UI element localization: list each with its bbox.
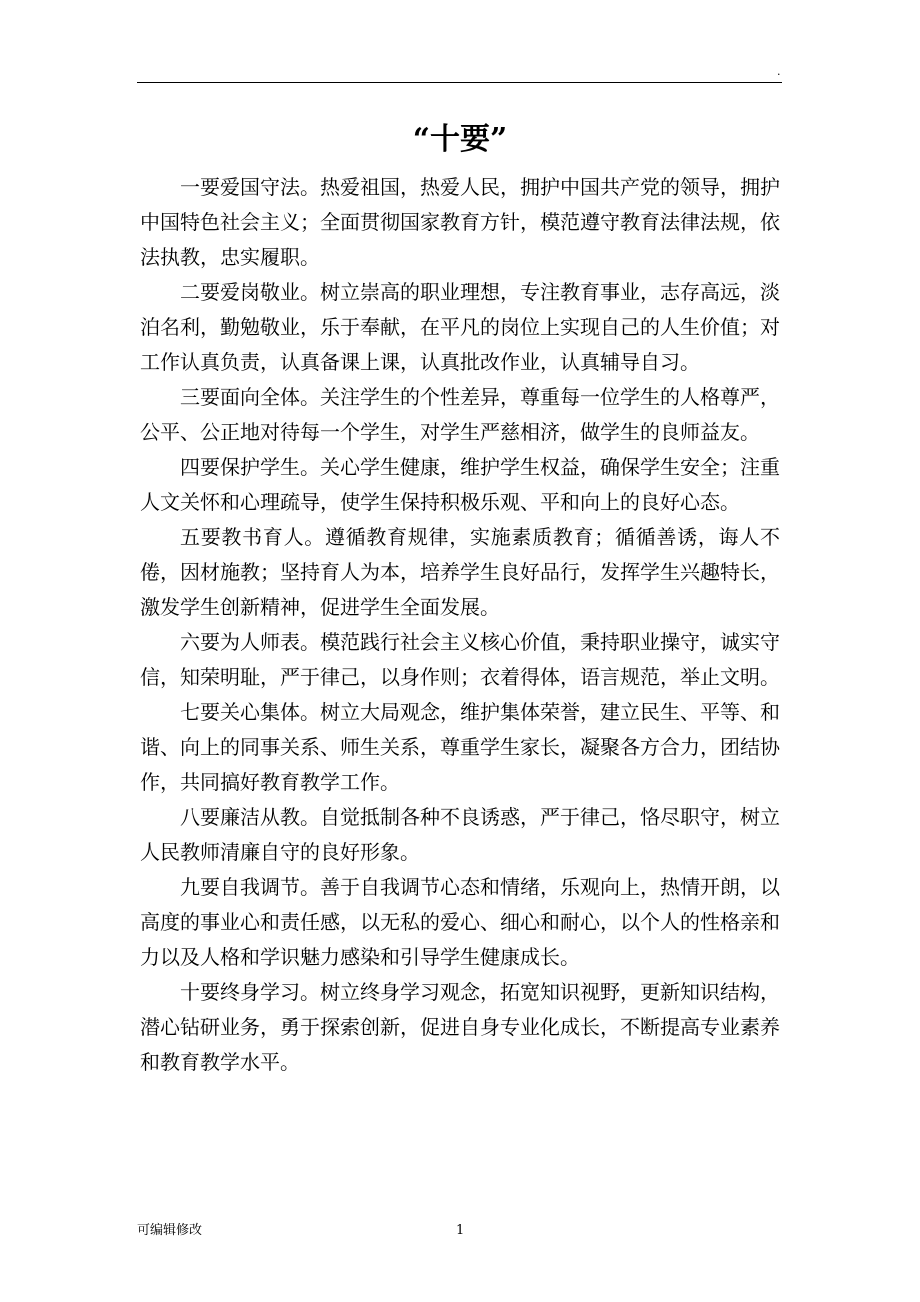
paragraph-8: 八要廉洁从教。自觉抵制各种不良诱惑，严于律己，恪尽职守，树立人民教师清廉自守的良好形象。	[140, 805, 780, 864]
paragraph-6: 六要为人师表。模范践行社会主义核心价值，秉持职业操守，诚实守信，知荣明耻，严于律己，以身作则；衣着得体，语言规范，举止文明。	[140, 630, 780, 689]
paragraph-7: 七要关心集体。树立大局观念，维护集体荣誉，建立民生、平等、和谐、向上的同事关系、师生关系，尊重学生家长，凝聚各方合力，团结协作，共同搞好教育教学工作。	[140, 700, 780, 794]
paragraph-3: 三要面向全体。关注学生的个性差异，尊重每一位学生的人格尊严，公平、公正地对待每一个学生，对学生严慈相济，做学生的良师益友。	[140, 385, 780, 444]
header-mark: .	[777, 65, 781, 78]
paragraph-9: 九要自我调节。善于自我调节心态和情绪，乐观向上，热情开朗，以高度的事业心和责任感，以无私的爱心、细心和耐心，以个人的性格亲和力以及人格和学识魅力感染和引导学生健康成长。	[140, 875, 780, 969]
page-number: 1	[456, 1223, 465, 1238]
footer-note: 可编辑修改	[137, 1223, 203, 1238]
paragraph-1: 一要爱国守法。热爱祖国，热爱人民，拥护中国共产党的领导，拥护中国特色社会主义；全面贯彻国家教育方针，模范遵守教育法律法规，依法执教，忠实履职。	[140, 175, 780, 269]
paragraph-4: 四要保护学生。关心学生健康，维护学生权益，确保学生安全；注重人文关怀和心理疏导，使学生保持积极乐观、平和向上的良好心态。	[140, 455, 780, 514]
paragraph-5: 五要教书育人。遵循教育规律，实施素质教育；循循善诱，诲人不倦，因材施教；坚持育人为本，培养学生良好品行，发挥学生兴趣特长，激发学生创新精神，促进学生全面发展。	[140, 525, 780, 619]
header-rule	[137, 82, 782, 83]
document-title: “十要”	[412, 122, 508, 157]
paragraph-10: 十要终身学习。树立终身学习观念，拓宽知识视野，更新知识结构，潜心钻研业务，勇于探索创新，促进自身专业化成长，不断提高专业素养和教育教学水平。	[140, 980, 780, 1074]
paragraph-2: 二要爱岗敬业。树立崇高的职业理想，专注教育事业，志存高远，淡泊名利，勤勉敬业，乐于奉献，在平凡的岗位上实现自己的人生价值；对工作认真负责，认真备课上课，认真批改作业，认真辅导自习。	[140, 280, 780, 374]
document-body	[140, 170, 780, 1080]
